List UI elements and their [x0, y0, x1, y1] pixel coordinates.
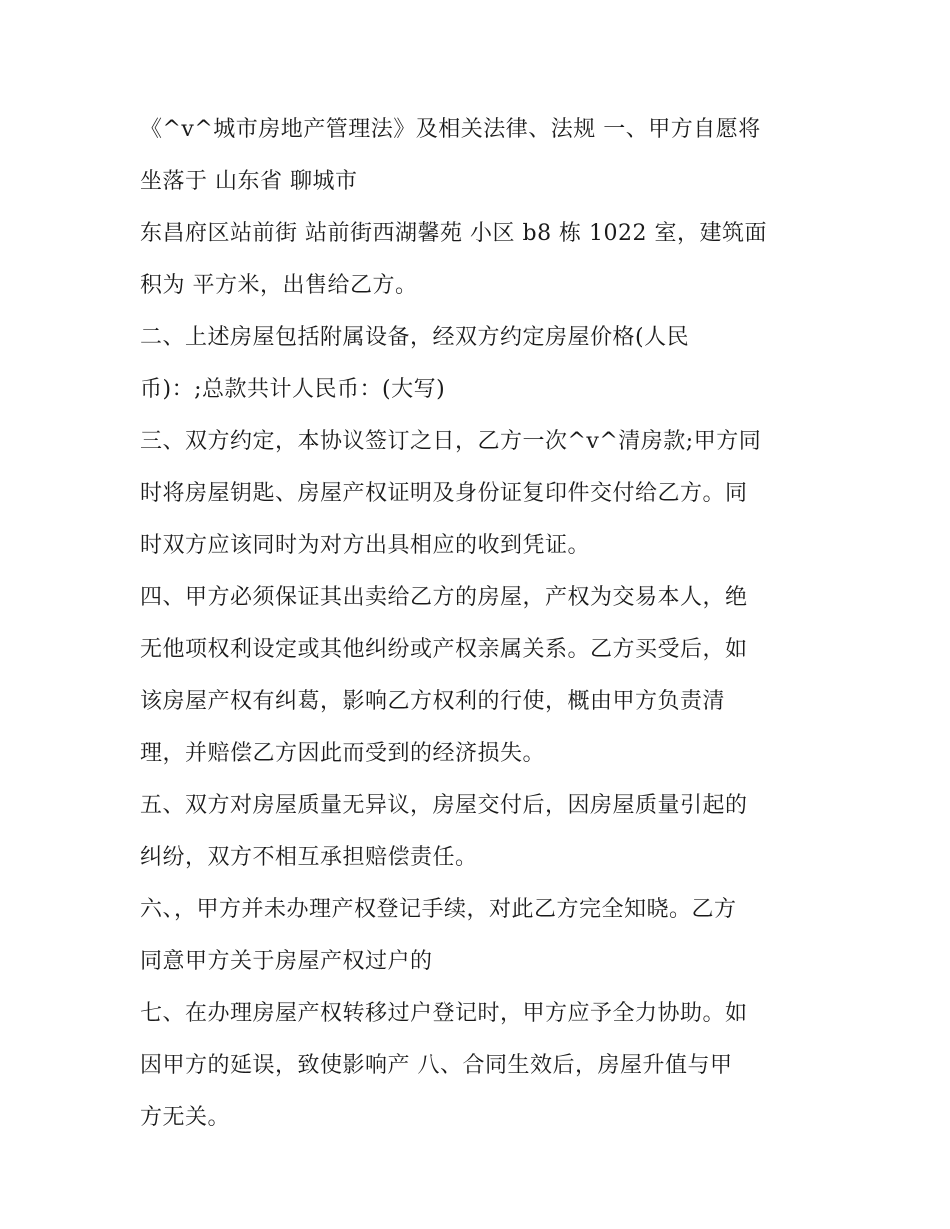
- text-line: 方无关。: [140, 1105, 231, 1130]
- text-line: 币)：;总款共计人民币：(大写): [140, 377, 446, 402]
- text-line: 该房屋产权有纠葛，影响乙方权利的行使，概由甲方负责清: [140, 689, 726, 714]
- text-line: 无他项权利设定或其他纠纷或产权亲属关系。乙方买受后，如: [140, 637, 748, 662]
- text-line: 坐落于 山东省 聊城市: [140, 169, 358, 194]
- document-body: [140, 104, 820, 1144]
- text-line: 六、，甲方并未办理产权登记手续，对此乙方完全知晓。乙方: [140, 897, 737, 922]
- text-line: 纠纷，双方不相互承担赔偿责任。: [140, 845, 478, 870]
- text-line: 三、双方约定，本协议签订之日，乙方一次^v^清房款;甲方同: [140, 429, 762, 454]
- text-line: 四、甲方必须保证其出卖给乙方的房屋，产权为交易本人，绝: [140, 585, 748, 610]
- text-line: 二、上述房屋包括附属设备，经双方约定房屋价格(人民: [140, 325, 690, 350]
- text-line: 理，并赔偿乙方因此而受到的经济损失。: [140, 741, 546, 766]
- text-line: 时将房屋钥匙、房屋产权证明及身份证复印件交付给乙方。同: [140, 481, 748, 506]
- text-line: 《^v^城市房地产管理法》及相关法律、法规 一、甲方自愿将: [140, 117, 761, 142]
- text-line: 时双方应该同时为对方出具相应的收到凭证。: [140, 533, 591, 558]
- text-line: 因甲方的延误，致使影响产 八、合同生效后，房屋升值与甲: [140, 1053, 733, 1078]
- text-line: 同意甲方关于房屋产权过户的: [140, 949, 433, 974]
- text-line: 积为 平方米，出售给乙方。: [140, 273, 418, 298]
- text-line: 东昌府区站前街 站前街西湖馨苑 小区 b8 栋 1022 室，建筑面: [140, 221, 768, 246]
- text-line: 七、在办理房屋产权转移过户登记时，甲方应予全力协助。如: [140, 1001, 748, 1026]
- text-line: 五、双方对房屋质量无异议，房屋交付后，因房屋质量引起的: [140, 793, 748, 818]
